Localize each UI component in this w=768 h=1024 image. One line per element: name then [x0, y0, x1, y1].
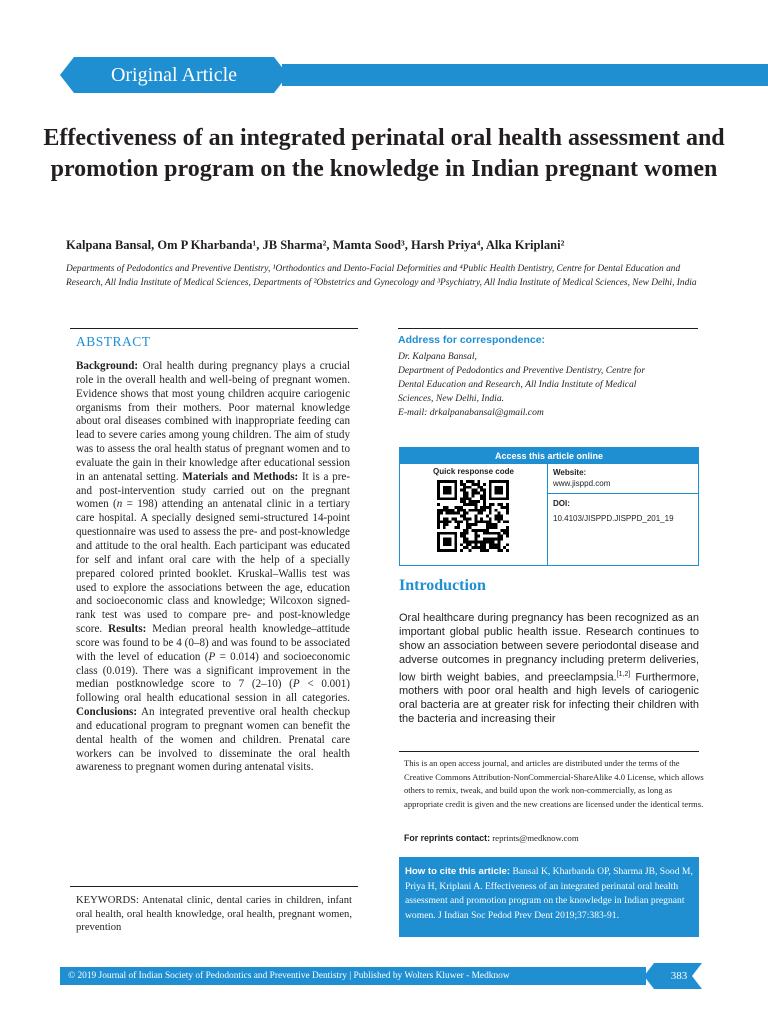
affiliations: Departments of Pedodontics and Preventive Dentistry, ¹Orthodontics and Dento-Facial Deformities and ⁴Public Health Dentistry, Centre for Dental Education and Research, All India Institute of Medical Sciences, Departments of ²Obstetrics and Gynecology and ³Psychiatry, All India Institute of Medical Sciences, New Delhi, India: [66, 264, 697, 288]
abstract-rule: [70, 328, 358, 329]
correspondence-line: Dental Education and Research, All India Institute of Medical: [398, 379, 637, 390]
keywords-label: KEYWORDS:: [76, 895, 139, 906]
keywords-text: Antenatal clinic, dental caries in children, infant oral health, oral health knowledge, oral health, pregnant women, prevention: [76, 895, 352, 934]
website-label: Website:: [553, 468, 587, 477]
reprints-label: For reprints contact:: [404, 833, 491, 843]
reprints-contact: [404, 833, 579, 843]
header-banner-bar: [282, 64, 768, 86]
correspondence-email[interactable]: E-mail: drkalpanabansal@gmail.com: [398, 407, 544, 418]
conclusions-label: Conclusions:: [76, 706, 138, 719]
access-heading: Access this article online: [400, 448, 698, 464]
qr-code-icon[interactable]: [437, 480, 509, 552]
doi-value[interactable]: 10.4103/JISPPD.JISPPD_201_19: [553, 514, 674, 523]
page-number-tag: [644, 963, 702, 989]
access-article-box: [399, 447, 699, 566]
doi-label: DOI:: [553, 499, 570, 508]
introduction-body: [399, 612, 699, 727]
results-label: Results:: [108, 623, 147, 636]
section-tag: [60, 57, 288, 93]
methods-label: Materials and Methods:: [182, 470, 299, 483]
reprints-email[interactable]: reprints@medknow.com: [492, 833, 579, 843]
methods-text-b: = 198) attending an antenatal clinic in a tertiary care hospital. A specially designed semi-structured 14-point questionnaire was used to assess the pre- and post-knowledge and attitude to the oral health. Each participant was educated for self and infant oral care with the help of a specially prepared colored printed booklet. Kruskal–Wallis test was used to explore the associations between the age, education and socioeconomic class and knowledge; Wilcoxon signed-rank test was used to compare pre- and post-knowledge score.: [76, 498, 350, 636]
keywords-rule: [70, 886, 358, 887]
introduction-text-b: Furthermore, mothers with poor oral health and high levels of cariogenic oral bacteria are at greater risk for infecting their children with the bacteria and increasing their: [399, 671, 700, 725]
background-text: Oral health during pregnancy plays a crucial role in the overall health and well-being of pregnant women. Evidence shows that most young children acquire cariogenic organisms from their mothers. Poor maternal knowledge about oral diseases combined with inappropriate feeding can lead to severe caries among young children. The aim of study was to assess the oral health status of pregnant women and to evaluate the gain in their knowledge after educational session in an antenatal setting.: [76, 360, 350, 483]
introduction-heading: Introduction: [399, 577, 486, 594]
correspondence-line: Dr. Kalpana Bansal,: [398, 351, 477, 362]
keywords: [76, 894, 352, 935]
author-list: Kalpana Bansal, Om P Kharbanda¹, JB Sharma², Mamta Sood³, Harsh Priya⁴, Alka Kriplani²: [66, 238, 565, 252]
citation-body: Bansal K, Kharbanda OP, Sharma JB, Sood M, Priya H, Kriplani A. Effectiveness of an integrated perinatal oral health assessment and promotion program on the knowledge in Indian pregnant women. J Indian Soc Pedod Prev Dent 2019;37:383-91.: [405, 866, 693, 921]
footer-bar: [60, 967, 646, 985]
results-p1: P: [208, 650, 216, 663]
open-access-rule: [399, 751, 699, 752]
introduction-text-a: Oral healthcare during pregnancy has been recognized as an important global public health issue. Research continues to show an association between severe periodontal disease and adverse outcomes in pregnancy including preterm deliveries, low birth weight babies, and preeclampsia.: [399, 612, 699, 684]
citation-label: How to cite this article:: [405, 866, 511, 877]
correspondence-address: [398, 350, 708, 420]
methods-text-a: It is a pre- and post-intervention study carried out on the pregnant women (: [76, 470, 351, 511]
abstract-body: [76, 360, 350, 775]
methods-n: n: [116, 498, 123, 511]
citation-ref[interactable]: [1,2]: [616, 670, 631, 678]
qr-label: Quick response code: [433, 467, 514, 476]
abstract-heading: ABSTRACT: [76, 334, 151, 349]
citation-text: [405, 865, 695, 923]
results-p2: P: [292, 678, 300, 691]
access-divider: [547, 464, 548, 565]
page-number: 383: [670, 970, 688, 982]
footer-copyright: © 2019 Journal of Indian Society of Pedodontics and Preventive Dentistry | Published by Wolters Kluwer - Medknow: [68, 971, 510, 981]
access-row-divider: [547, 493, 698, 494]
website-link[interactable]: www.jisppd.com: [553, 479, 611, 488]
correspondence-rule: [398, 328, 698, 329]
results-text-b: = 0.014) and socioeconomic class (0.019). There was a significant improvement in the median postknowledge score to 7 (2–10) (: [76, 650, 351, 691]
open-access-notice: This is an open access journal, and articles are distributed under the terms of the Creative Commons Attribution-NonCommercial-ShareAlike 4.0 License, which allows others to remix, tweak, and build upon the work non-commercially, as long as appropriate credit is given and the new creations are licensed under the identical terms.: [404, 758, 704, 810]
correspondence-heading: Address for correspondence:: [398, 334, 546, 346]
citation-box: [399, 857, 699, 937]
correspondence-line: Department of Pedodontics and Preventive Dentistry, Centre for: [398, 365, 646, 376]
section-label: Original Article: [110, 64, 238, 86]
article-title: Effectiveness of an integrated perinatal oral health assessment and promotion program on the knowledge in Indian pregnant women: [43, 125, 725, 182]
correspondence-line: Sciences, New Delhi, India.: [398, 393, 505, 404]
results-text-a: Median preoral health knowledge–attitude score was found to be 4 (0–8) and was found to be associated with the level of education (: [76, 623, 350, 663]
background-label: Background:: [76, 360, 139, 372]
conclusions-text: An integrated preventive oral health checkup and educational program to pregnant women can benefit the dental health of the women and children. Prenatal care workers can be involved to disseminate the oral health awareness to pregnant women during antenatal visits.: [76, 706, 350, 774]
results-text-c: < 0.001) following oral health educational session in all categories.: [76, 678, 350, 705]
